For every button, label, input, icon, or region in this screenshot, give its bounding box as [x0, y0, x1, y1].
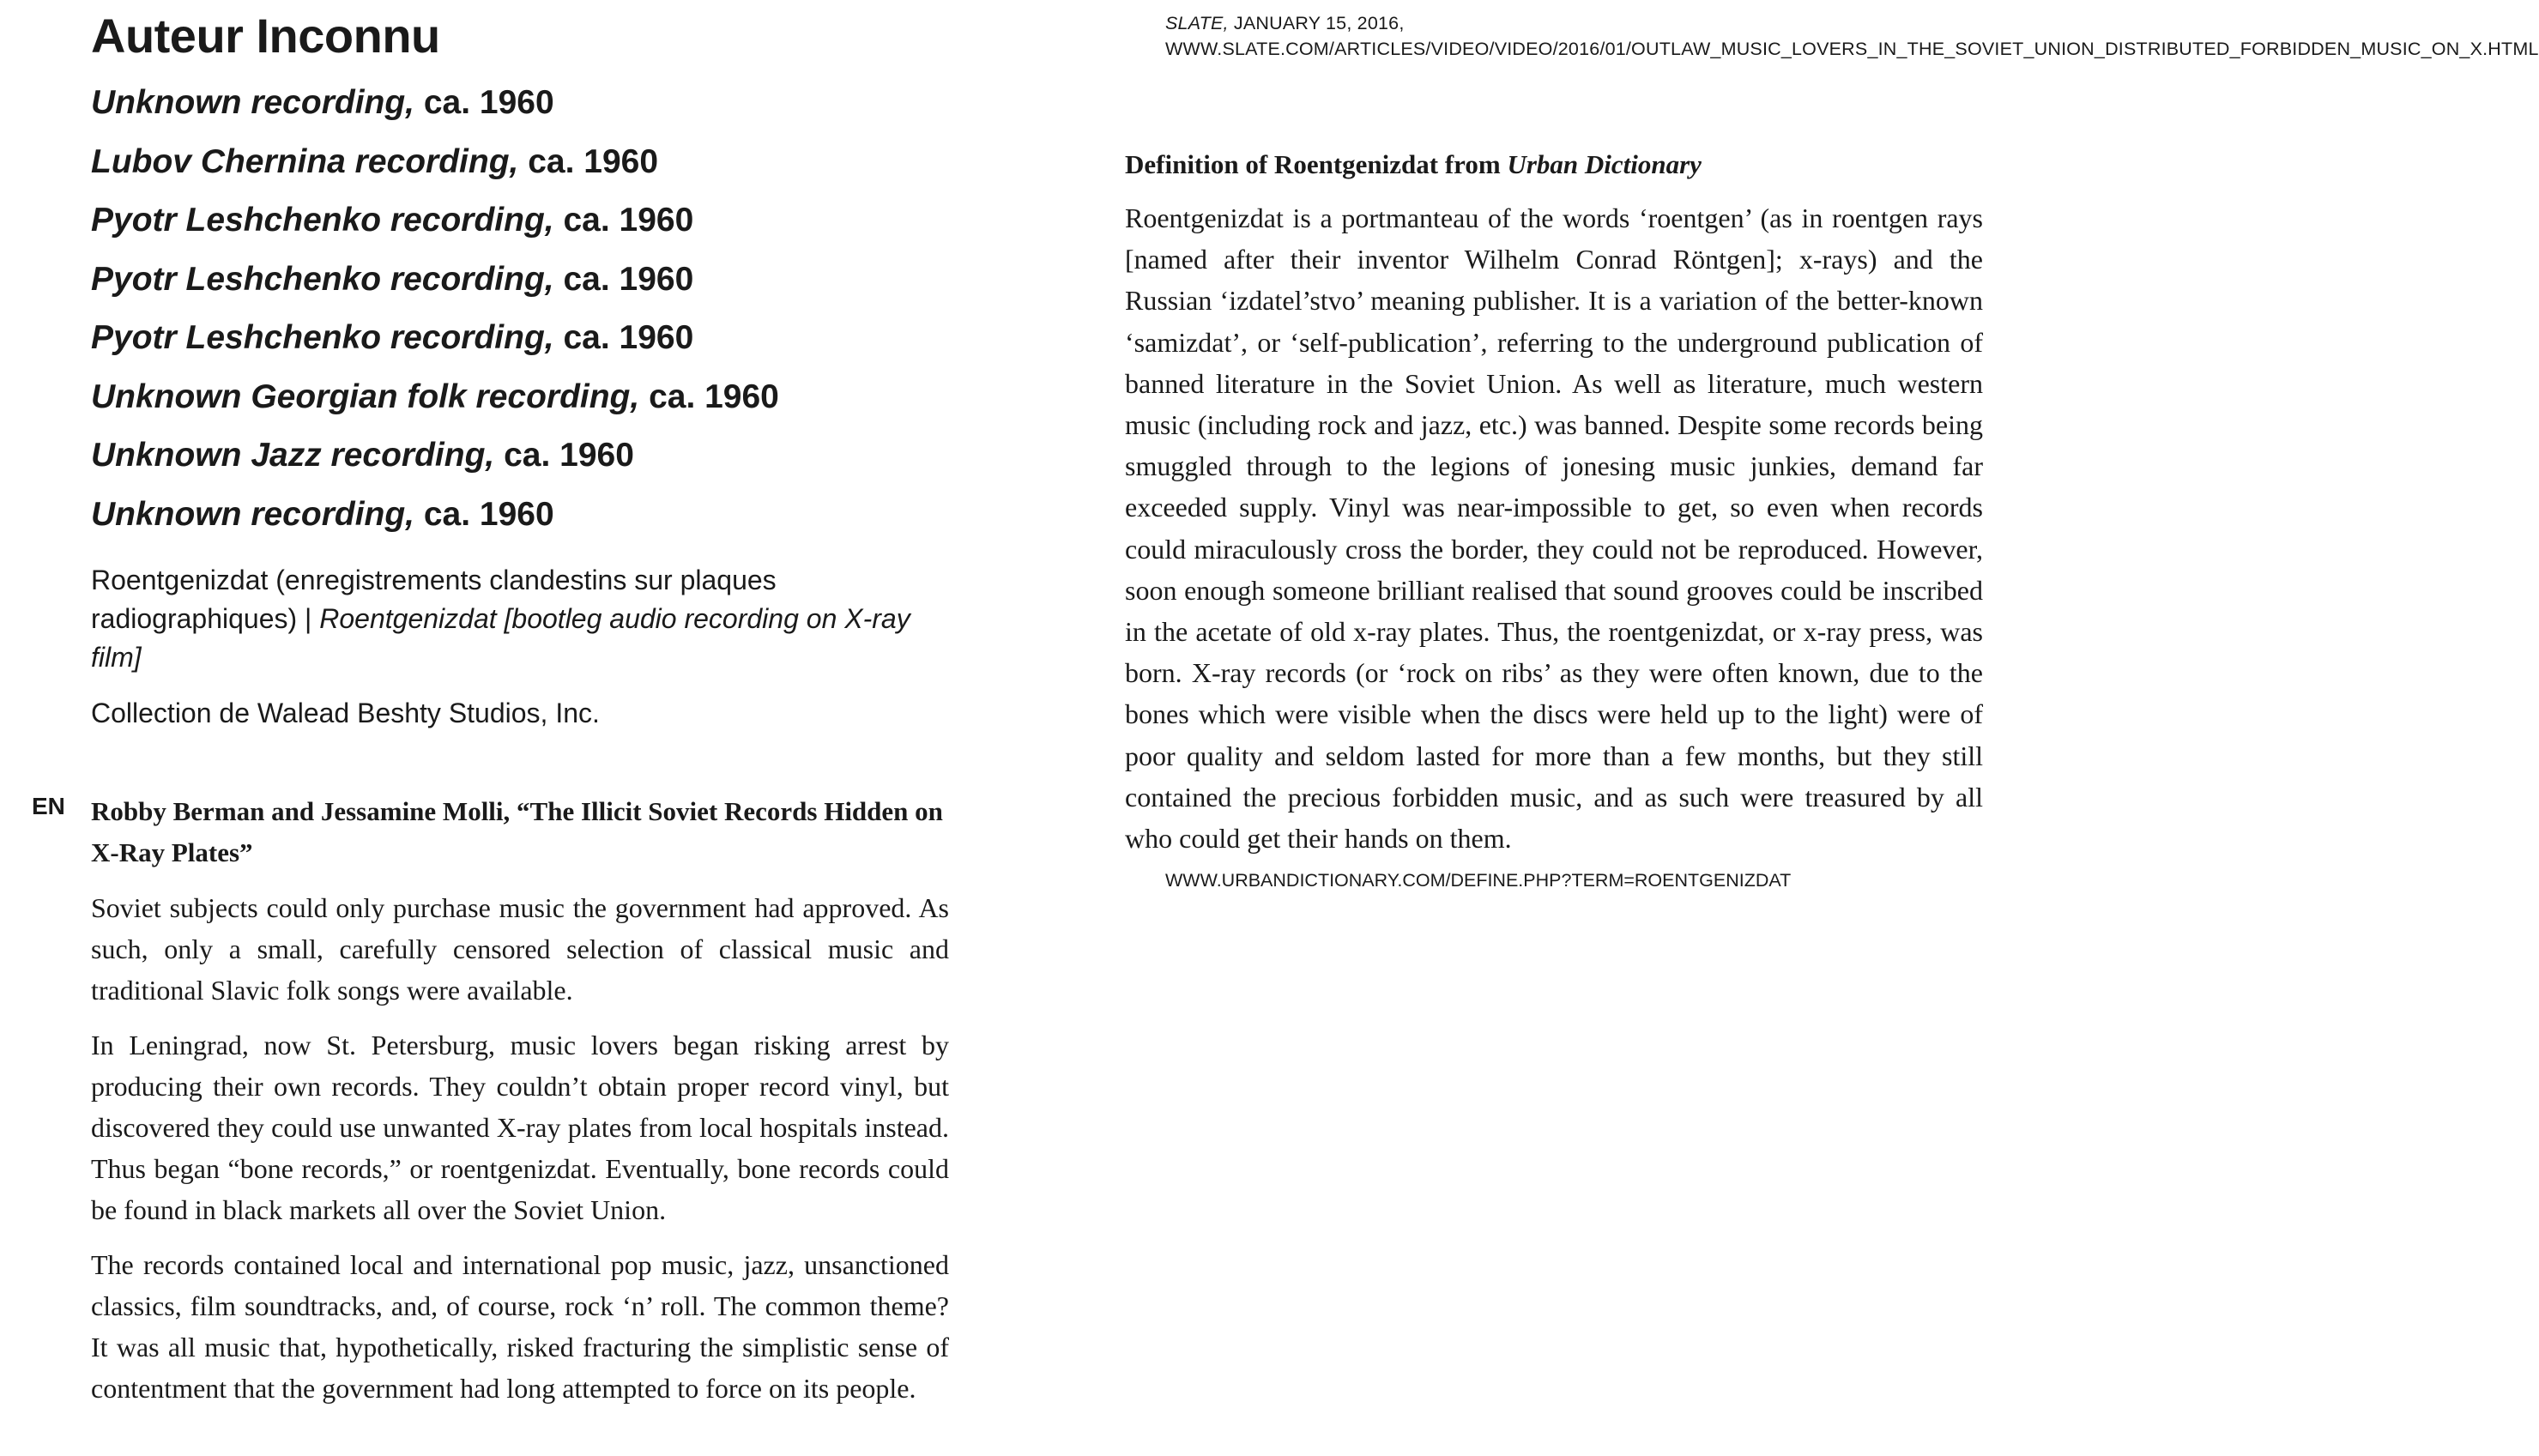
work-item: [91, 133, 958, 192]
article-paragraph: In Leningrad, now St. Petersburg, music lovers began risking arrest by producing their own records. They couldn’t obtain proper record vinyl, but discovered they could use unwanted X-ray plates from local hospitals instead. Thus began “bone records,” or roentgenizdat. Eventually, bone records could be found in black markets all over the Soviet Union.: [91, 1030, 949, 1225]
work-date: ca. 1960: [563, 202, 694, 239]
work-item: [91, 486, 958, 545]
work-date: ca. 1960: [423, 495, 554, 533]
definition-heading-source: Urban Dictionary: [1507, 149, 1702, 179]
collection-credit: Collection de Walead Beshty Studios, Inc.: [91, 698, 600, 728]
work-date: ca. 1960: [649, 378, 779, 415]
medium-english: Roentgenizdat [bootleg audio recording on X-ray film]: [91, 603, 910, 673]
definition-excerpt: [1125, 144, 1983, 893]
work-date: ca. 1960: [563, 260, 694, 298]
definition-text: Roentgenizdat is a portmanteau of the words ‘roentgen’ (as in roentgen rays [named after their inventor Wilhelm Conrad Röntgen]; x-rays) and the Russian ‘izdatel’stvo’ meaning publisher. It is a variation of the better-known ‘samizdat’, or ‘self-publication’, referring to the underground publication of banned literature in the Soviet Union. As well as literature, much western music (including rock and jazz, etc.) was banned. Despite some records being smuggled through to the legions of jonesing music junkies, demand far exceeded supply. Vinyl was near-impossible to get, so even when records could miraculously cross the border, they could not be reproduced. However, soon enough someone brilliant realised that sound grooves could be inscribed in the acetate of old x-ray plates. Thus, the roentgenizdat, or x-ray press, was born. X-ray records (or ‘rock on ribs’ as they were often known, due to the bones which were visible when the discs were held up to the light) were of poor quality and seldom lasted for more than a few months, but they still contained the precious forbidden music, and as such were treasured by all who could get their hands on them.: [1125, 202, 1983, 855]
medium-description: [91, 561, 915, 677]
language-tag: EN: [32, 793, 65, 819]
work-item: [91, 368, 958, 427]
work-title: Unknown recording,: [91, 84, 415, 121]
medium-french: Roentgenizdat (enregistrements clandestins sur plaques radiographiques) |: [91, 565, 777, 634]
article-source-citation: [1165, 10, 2539, 62]
work-title: Unknown recording,: [91, 495, 415, 533]
work-item: [91, 251, 958, 310]
work-item: [91, 426, 958, 486]
work-title: Pyotr Leshchenko recording,: [91, 202, 554, 239]
work-title: Unknown Georgian folk recording,: [91, 378, 640, 415]
work-date: ca. 1960: [528, 142, 659, 180]
works-list: [91, 74, 958, 544]
artist-name: Auteur Inconnu: [91, 9, 440, 63]
work-date: ca. 1960: [563, 319, 694, 356]
work-date: ca. 1960: [423, 84, 554, 121]
work-title: Unknown Jazz recording,: [91, 437, 495, 474]
definition-source-url: WWW.URBANDICTIONARY.COM/DEFINE.PHP?TERM=ROENTGENIZDAT: [1165, 870, 1792, 891]
article-excerpt: [91, 791, 949, 1409]
work-title: Pyotr Leshchenko recording,: [91, 260, 554, 298]
definition-heading: [1125, 144, 1983, 185]
object-label: [91, 7, 958, 733]
work-title: Pyotr Leshchenko recording,: [91, 319, 554, 356]
work-date: ca. 1960: [504, 437, 634, 474]
article-paragraph: Soviet subjects could only purchase music the government had approved. As such, only a small, carefully censored selection of classical music and traditional Slavic folk songs were available.: [91, 892, 949, 1006]
source-publication: SLATE,: [1165, 13, 1229, 33]
work-item: [91, 74, 958, 133]
definition-heading-prefix: Definition of Roentgenizdat from: [1125, 149, 1508, 179]
source-details: JANUARY 15, 2016, WWW.SLATE.COM/ARTICLES/VIDEO/VIDEO/2016/01/OUTLAW_MUSIC_LOVERS_IN_THE_SOVIET_UNION_DISTRIBUTED_FORBIDDEN_MUSIC_ON_X.HTML: [1165, 13, 2539, 59]
article-paragraph: The records contained local and international pop music, jazz, unsanctioned classics, film soundtracks, and, of course, rock ‘n’ roll. The common theme? It was all music that, hypothetically, risked fracturing the simplistic sense of contentment that the government had long attempted to force on its people.: [91, 1249, 949, 1404]
work-item: [91, 309, 958, 368]
work-title: Lubov Chernina recording,: [91, 142, 519, 180]
work-item: [91, 191, 958, 251]
article-heading: Robby Berman and Jessamine Molli, “The Illicit Soviet Records Hidden on X-Ray Plates”: [91, 796, 943, 867]
